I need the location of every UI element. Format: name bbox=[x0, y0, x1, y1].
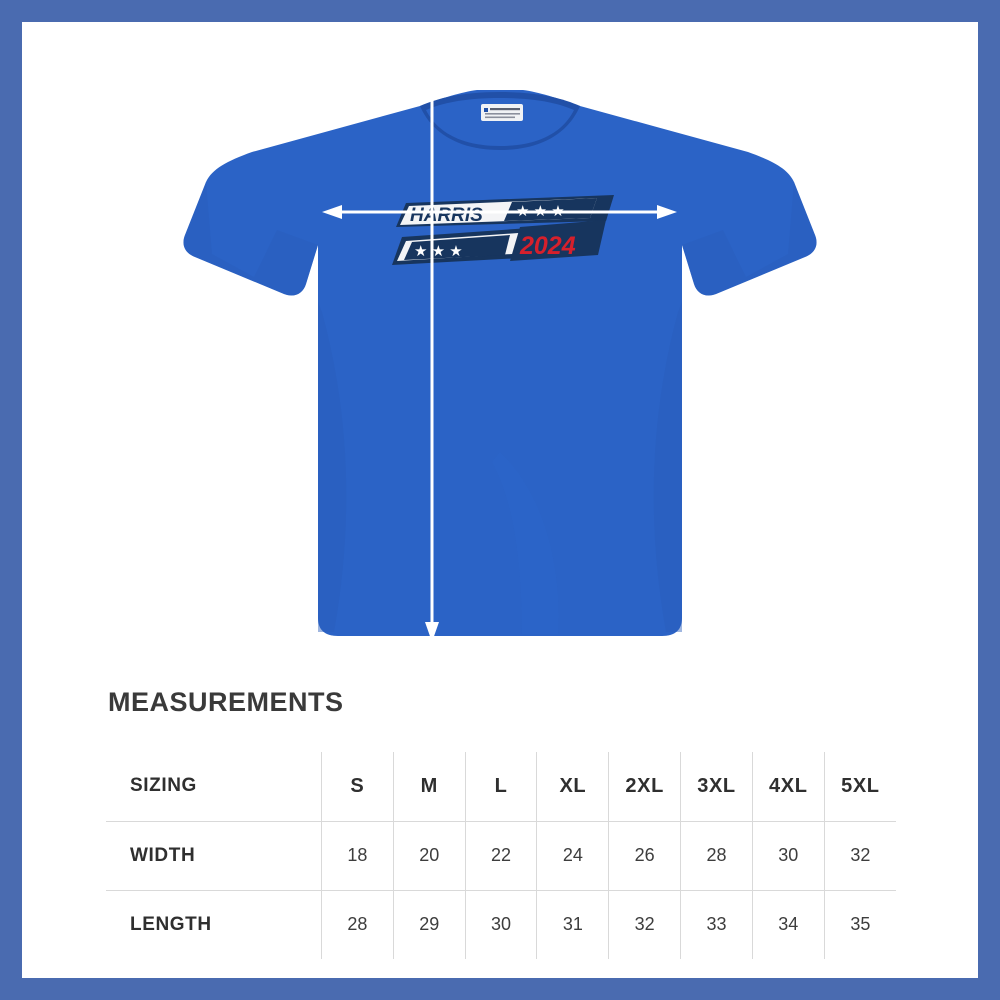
top-banner-stars: ★ ★ ★ bbox=[516, 203, 565, 220]
length-2xl: 32 bbox=[609, 890, 681, 959]
length-4xl: 34 bbox=[752, 890, 824, 959]
width-l: 22 bbox=[465, 821, 537, 890]
row-label-length: LENGTH bbox=[106, 890, 322, 959]
table-row bbox=[106, 890, 896, 959]
header-cell-5xl: 5XL bbox=[824, 752, 896, 821]
width-2xl: 26 bbox=[609, 821, 681, 890]
header-cell-m: M bbox=[393, 752, 465, 821]
table-row bbox=[106, 821, 896, 890]
width-5xl: 32 bbox=[824, 821, 896, 890]
header-cell-2xl: 2XL bbox=[609, 752, 681, 821]
header-cell-s: S bbox=[322, 752, 394, 821]
size-table bbox=[106, 752, 896, 959]
product-image bbox=[22, 22, 978, 662]
length-3xl: 33 bbox=[681, 890, 753, 959]
tshirt-illustration bbox=[22, 22, 978, 662]
width-4xl: 30 bbox=[752, 821, 824, 890]
header-cell-sizing: SIZING bbox=[106, 752, 322, 821]
bottom-banner bbox=[392, 220, 606, 265]
width-xl: 24 bbox=[537, 821, 609, 890]
header-cell-l: L bbox=[465, 752, 537, 821]
header-cell-xl: XL bbox=[537, 752, 609, 821]
header-cell-4xl: 4XL bbox=[752, 752, 824, 821]
length-s: 28 bbox=[322, 890, 394, 959]
width-3xl: 28 bbox=[681, 821, 753, 890]
row-label-width: WIDTH bbox=[106, 821, 322, 890]
width-s: 18 bbox=[322, 821, 394, 890]
neck-label bbox=[481, 104, 523, 121]
length-5xl: 35 bbox=[850, 914, 871, 935]
graphic-year-text: 2024 bbox=[520, 232, 576, 260]
table-header-row bbox=[106, 752, 896, 821]
length-m: 29 bbox=[393, 890, 465, 959]
shirt-graphic-harris-2024 bbox=[392, 187, 622, 297]
length-xl: 31 bbox=[537, 890, 609, 959]
size-table-wrapper bbox=[106, 752, 896, 959]
measurements-title: MEASUREMENTS bbox=[108, 687, 344, 717]
width-m: 20 bbox=[393, 821, 465, 890]
header-cell-3xl: 3XL bbox=[681, 752, 753, 821]
length-l: 30 bbox=[465, 890, 537, 959]
card-surface bbox=[22, 22, 978, 978]
harris-2024-banner bbox=[392, 187, 622, 297]
graphic-brand-text: HARRIS bbox=[410, 205, 483, 226]
shirt-body bbox=[183, 90, 816, 636]
bottom-banner-stars: ★ ★ ★ bbox=[414, 243, 463, 260]
